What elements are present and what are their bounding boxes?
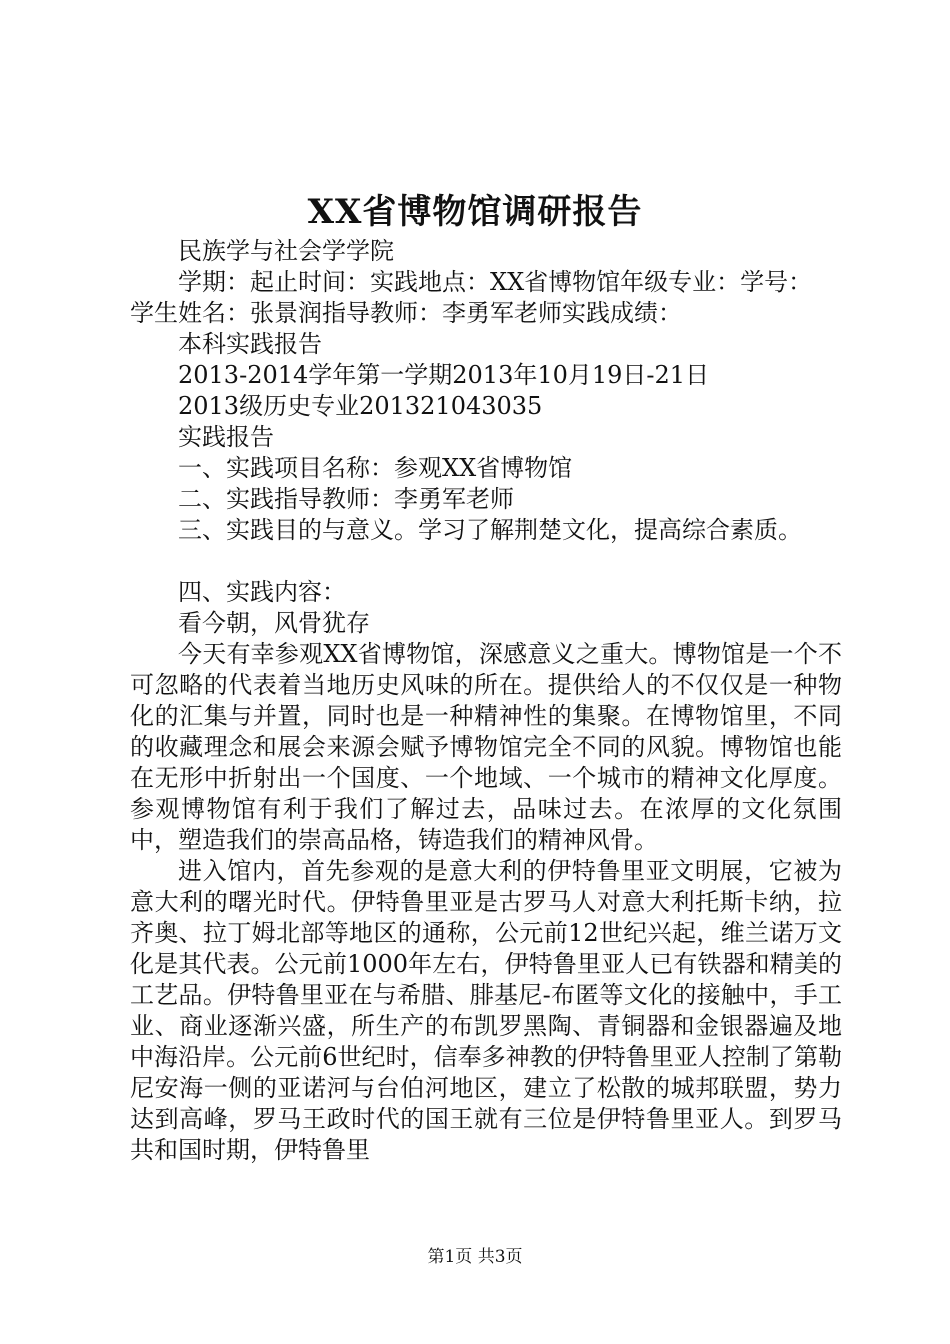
section-heading-content: 四、实践内容： [178, 578, 346, 606]
info-line-heading: 实践报告 [178, 423, 274, 451]
page-footer: 第1页 共3页 [427, 1247, 523, 1267]
paragraph-intro: 今天有幸参观XX省博物馆，深感意义之重大。博物馆是一个不可忽略的代表着当地历史风味的所在。提供给人的不仅仅是一种物化的汇集与并置，同时也是一种精神性的集聚。在博物馆里，不同的收藏理念和展会来源会赋予博物馆完全不同的风貌。博物馆也能在无形中折射出一个国度、一个地域、一个城市的精神文化厚度。参观博物馆有利于我们了解过去，品味过去。在浓厚的文化氛围中，塑造我们的崇高品格，铸造我们的精神风骨。 [130, 640, 842, 854]
info-line-teacher: 二、实践指导教师：李勇军老师 [178, 485, 514, 513]
info-line-report-type: 本科实践报告 [178, 330, 322, 358]
header-line-student: 学生姓名：张景润指导教师：李勇军老师实践成绩： [130, 299, 682, 327]
info-line-purpose: 三、实践目的与意义。学习了解荆楚文化，提高综合素质。 [178, 516, 802, 544]
section-subheading: 看今朝，风骨犹存 [178, 609, 370, 637]
info-line-term: 2013-2014学年第一学期2013年10月19日-21日 [178, 361, 710, 389]
info-line-project: 一、实践项目名称：参观XX省博物馆 [178, 454, 573, 482]
paragraph-etruscan: 进入馆内，首先参观的是意大利的伊特鲁里亚文明展，它被为意大利的曙光时代。伊特鲁里亚是古罗马人对意大利托斯卡纳，拉齐奥、拉丁姆北部等地区的通称，公元前12世纪兴起，维兰诺万文化是其代表。公元前1000年左右，伊特鲁里亚人已有铁器和精美的工艺品。伊特鲁里亚在与希腊、腓基尼-布匿等文化的接触中，手工业、商业逐渐兴盛，所生产的布凯罗黑陶、青铜器和金银器遍及地中海沿岸。公元前6世纪时，信奉多神教的伊特鲁里亚人控制了第勒尼安海一侧的亚诺河与台伯河地区，建立了松散的城邦联盟，势力达到高峰，罗马王政时代的国王就有三位是伊特鲁里亚人。到罗马共和国时期，伊特鲁里 [130, 857, 842, 1164]
document-body [130, 236, 842, 1166]
header-line-college: 民族学与社会学学院 [178, 237, 394, 265]
info-line-major: 2013级历史专业201321043035 [178, 392, 543, 420]
blank-line [130, 546, 842, 577]
header-line-fields: 学期：起止时间：实践地点：XX省博物馆年级专业：学号： [178, 268, 813, 296]
document-title: XX省博物馆调研报告 [307, 192, 643, 232]
